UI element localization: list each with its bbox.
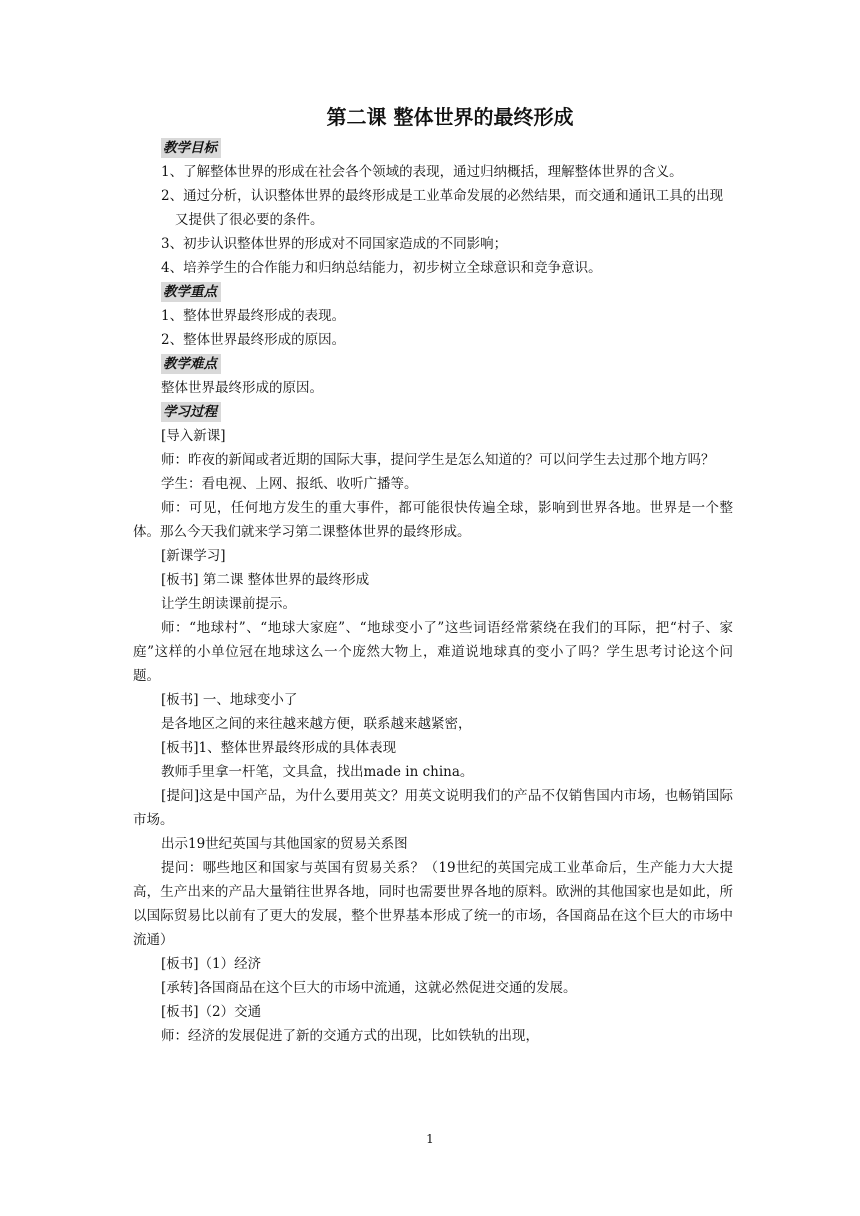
paragraph: 是各地区之间的来往越来越方便，联系越来越紧密， [161,716,472,732]
paragraph: 学生：看电视、上网、报纸、收听广播等。 [161,476,418,492]
key-point-2: 2、整体世界最终形成的原因。 [161,332,346,348]
paragraph: 师：昨夜的新闻或者近期的国际大事，提问学生是怎么知道的？可以问学生去过那个地方吗？ [161,452,715,468]
difficulty-1: 整体世界最终形成的原因。 [161,380,323,396]
paragraph: 提问：哪些地区和国家与英国有贸易关系？（19世纪的英国完成工业革命后，生产能力大大提高，生产出来的产品大量销往世界各地，同时也需要世界各地的原料。欧洲的其他国家也是如此，所以国际贸易比以前有了更大的发展，整个世界基本形成了统一的市场，各国商品在这个巨大的市场中流通） [133,860,733,948]
paragraph: [板书]（2）交通 [161,1004,262,1020]
section-heading-difficulties: 教学难点 [161,354,221,374]
paragraph: [提问]这是中国产品，为什么要用英文？用英文说明我们的产品不仅销售国内市场，也畅销国际市场。 [133,788,733,828]
section-heading-objectives: 教学目标 [161,138,221,158]
paragraph: [板书]（1）经济 [161,956,262,972]
objective-2: 2、通过分析，认识整体世界的最终形成是工业革命发展的必然结果，而交通和通讯工具的出现又提供了很必要的条件。 [161,188,724,228]
page-title: 第二课 整体世界的最终形成 [326,105,574,129]
paragraph: 师：“地球村”、“地球大家庭”、“地球变小了”这些词语经常萦绕在我们的耳际，把“村子、家庭”这样的小单位冠在地球这么一个庞然大物上，难道说地球真的变小了吗？学生思考讨论这个问题。 [133,620,733,684]
objective-1: 1、了解整体世界的形成在社会各个领域的表现，通过归纳概括，理解整体世界的含义。 [161,164,683,180]
document-body [133,136,733,1048]
objective-3: 3、初步认识整体世界的形成对不同国家造成的不同影响； [161,236,508,252]
section-heading-key-points: 教学重点 [161,282,221,302]
paragraph: [导入新课] [161,428,226,444]
paragraph: [承转]各国商品在这个巨大的市场中流通，这就必然促进交通的发展。 [161,980,577,996]
paragraph: [板书]1、整体世界最终形成的具体表现 [161,740,397,756]
paragraph: [板书] 一、地球变小了 [161,692,298,708]
section-heading-process: 学习过程 [161,402,221,422]
paragraph: 出示19世纪英国与其他国家的贸易关系图 [161,836,408,852]
paragraph: 师：可见，任何地方发生的重大事件，都可能很快传遍全球，影响到世界各地。世界是一个整体。那么今天我们就来学习第二课整体世界的最终形成。 [133,500,733,540]
paragraph: [板书] 第二课 整体世界的最终形成 [161,572,370,588]
paragraph: 师：经济的发展促进了新的交通方式的出现，比如铁轨的出现， [161,1028,539,1044]
objective-4: 4、培养学生的合作能力和归纳总结能力，初步树立全球意识和竞争意识。 [161,260,602,276]
key-point-1: 1、整体世界最终形成的表现。 [161,308,346,324]
page-number: 1 [426,1132,434,1146]
paragraph: 让学生朗读课前提示。 [161,596,296,612]
paragraph: [新课学习] [161,548,226,564]
paragraph: 教师手里拿一杆笔，文具盒，找出made in china。 [161,764,474,780]
